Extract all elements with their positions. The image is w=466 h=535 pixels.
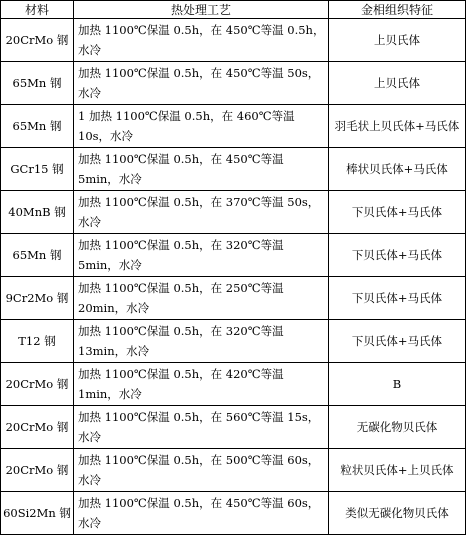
process-cell: 1 加热 1100℃保温 0.5h，在 460℃等温 10s，水冷 [74, 105, 329, 148]
table-row [1, 148, 466, 191]
material-cell: 60Si2Mn 钢 [1, 492, 74, 535]
table-row [1, 62, 466, 105]
material-cell: 20CrMo 钢 [1, 406, 74, 449]
process-cell: 加热 1100℃保温 0.5h，在 450℃等温 5min，水冷 [74, 148, 329, 191]
material-cell: 20CrMo 钢 [1, 19, 74, 62]
table-row [1, 277, 466, 320]
structure-cell: 无碳化物贝氏体 [329, 406, 466, 449]
material-cell: 65Mn 钢 [1, 105, 74, 148]
table-row [1, 320, 466, 363]
process-cell: 加热 1100℃保温 0.5h，在 320℃等温 5min，水冷 [74, 234, 329, 277]
process-cell: 加热 1100℃保温 0.5h，在 250℃等温 20min，水冷 [74, 277, 329, 320]
process-cell: 加热 1100℃保温 0.5h，在 500℃等温 60s，水冷 [74, 449, 329, 492]
table-row [1, 19, 466, 62]
process-cell: 加热 1100℃保温 0.5h，在 450℃等温 50s，水冷 [74, 62, 329, 105]
header-structure: 金相组织特征 [329, 1, 466, 19]
process-cell: 加热 1100℃保温 0.5h，在 450℃等温 60s，水冷 [74, 492, 329, 535]
structure-cell: 下贝氏体+马氏体 [329, 234, 466, 277]
table-row [1, 406, 466, 449]
process-cell: 加热 1100℃保温 0.5h，在 370℃等温 50s，水冷 [74, 191, 329, 234]
material-cell: GCr15 钢 [1, 148, 74, 191]
header-process: 热处理工艺 [74, 1, 329, 19]
structure-cell: B [329, 363, 466, 406]
process-cell: 加热 1100℃保温 0.5h，在 320℃等温 13min，水冷 [74, 320, 329, 363]
structure-cell: 粒状贝氏体+上贝氏体 [329, 449, 466, 492]
structure-cell: 下贝氏体+马氏体 [329, 277, 466, 320]
structure-cell: 羽毛状上贝氏体+马氏体 [329, 105, 466, 148]
material-cell: T12 钢 [1, 320, 74, 363]
table-row [1, 492, 466, 535]
structure-cell: 下贝氏体+马氏体 [329, 191, 466, 234]
structure-cell: 上贝氏体 [329, 19, 466, 62]
structure-cell: 下贝氏体+马氏体 [329, 320, 466, 363]
header-material: 材料 [1, 1, 74, 19]
process-cell: 加热 1100℃保温 0.5h，在 560℃等温 15s，水冷 [74, 406, 329, 449]
structure-cell: 棒状贝氏体+马氏体 [329, 148, 466, 191]
material-cell: 40MnB 钢 [1, 191, 74, 234]
material-cell: 65Mn 钢 [1, 62, 74, 105]
table-row [1, 449, 466, 492]
header-row [1, 1, 466, 19]
material-cell: 65Mn 钢 [1, 234, 74, 277]
structure-cell: 上贝氏体 [329, 62, 466, 105]
table-row [1, 363, 466, 406]
material-cell: 9Cr2Mo 钢 [1, 277, 74, 320]
structure-cell: 类似无碳化物贝氏体 [329, 492, 466, 535]
table-row [1, 105, 466, 148]
process-cell: 加热 1100℃保温 0.5h，在 420℃等温 1min，水冷 [74, 363, 329, 406]
material-cell: 20CrMo 钢 [1, 363, 74, 406]
table-row [1, 191, 466, 234]
table-row [1, 234, 466, 277]
process-cell: 加热 1100℃保温 0.5h，在 450℃等温 0.5h，水冷 [74, 19, 329, 62]
material-cell: 20CrMo 钢 [1, 449, 74, 492]
